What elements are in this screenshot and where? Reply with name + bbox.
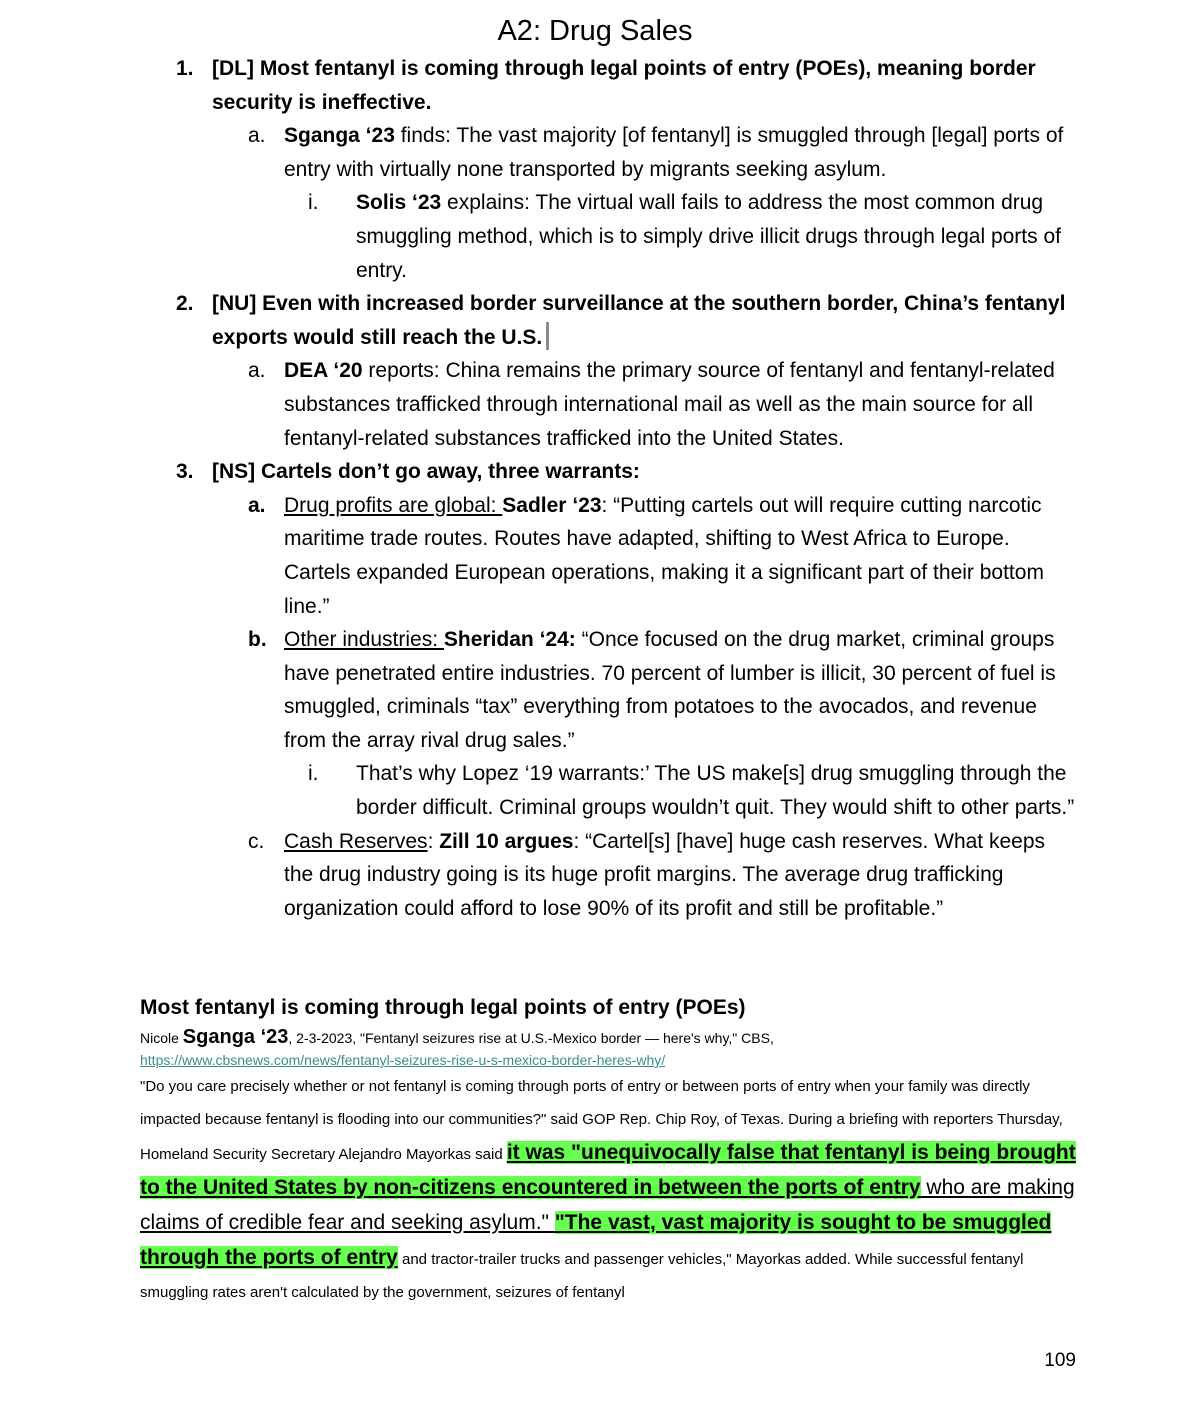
point-3-b	[0, 623, 1190, 757]
highlighted-text-1: it was "unequivocally false that fentanyl is being brought to the United States by non-citizens encountered in between the ports of entry	[140, 1141, 1076, 1199]
point-3-a	[0, 489, 1190, 623]
point-1-a-i-author: Solis ‘23	[356, 191, 442, 215]
point-1-tag: [DL] Most fentanyl is coming through legal points of entry (POEs), meaning border security is ineffective.	[212, 57, 1036, 114]
cite-details: , 2-3-2023, "Fentanyl seizures rise at U.S.-Mexico border — here's why," CBS,	[288, 1030, 774, 1046]
point-2-number: 2.	[176, 292, 194, 316]
point-3-b-text: “Once focused on the drug market, criminal groups have penetrated entire industries. 70 percent of lumber is illicit, 30 percent of fuel is smuggled, criminals “tax” everything from potatoes to the avocados, and revenue from the array rival drug sales.”	[284, 628, 1056, 752]
argument-outline	[0, 52, 1190, 925]
point-1-a-author: Sganga ‘23	[284, 124, 395, 148]
point-1-a-i-number: i.	[308, 191, 319, 215]
point-3-b-label: Other industries:	[284, 628, 444, 652]
point-3	[0, 455, 1190, 489]
point-3-c-sep: :	[427, 829, 440, 853]
point-3-b-i	[0, 757, 1190, 824]
point-1	[0, 52, 1190, 119]
point-3-c-text: : “Cartel[s] [have] huge cash reserves. What keeps the drug industry going is its huge profit margins. The average drug trafficking organization could afford to lose 90% of its profit and still be profitable.”	[284, 829, 1046, 920]
card-body	[140, 1070, 1080, 1309]
page-number: 109	[1044, 1350, 1076, 1371]
point-3-a-label: Drug profits are global:	[284, 493, 503, 517]
text-cursor	[546, 322, 549, 350]
point-3-b-i-number: i.	[308, 762, 319, 786]
cite-author: Sganga ‘23	[182, 1026, 289, 1048]
point-2-a-number: a.	[248, 359, 266, 383]
card-body-text-2: and tractor-trailer trucks and passenger vehicles," Mayorkas added. While successful fentanyl smuggling rates aren't calculated by the government, seizures of fentanyl	[140, 1251, 1024, 1301]
point-3-a-text: : “Putting cartels out will require cutting narcotic maritime trade routes. Routes have adapted, shifting to West Africa to Europe. Cartels expanded European operations, making it a significant part of their bottom line.”	[284, 493, 1044, 618]
point-3-tag: [NS] Cartels don’t go away, three warrants:	[212, 460, 640, 484]
point-3-c-author: Zill 10 argues	[439, 829, 574, 853]
point-3-a-author: Sadler ‘23	[502, 493, 602, 517]
point-3-b-author: Sheridan ‘24:	[443, 628, 576, 652]
point-2-a-text: reports: China remains the primary source of fentanyl and fentanyl-related substances trafficked through international mail as well as the main source for all fentanyl-related substances trafficked into the United States.	[284, 359, 1055, 450]
point-3-c-number: c.	[248, 829, 265, 853]
card-tag: Most fentanyl is coming through legal points of entry (POEs)	[140, 996, 746, 1019]
evidence-card	[140, 992, 1080, 1309]
point-3-c	[0, 825, 1190, 926]
point-2-a	[0, 354, 1190, 455]
point-2	[0, 287, 1190, 354]
highlighted-text-2: "The vast, vast majority is sought to be smuggled through the ports of entry	[140, 1211, 1052, 1269]
underlined-text-1: who are making claims of credible fear and seeking asylum."	[140, 1176, 1075, 1234]
point-1-a-number: a.	[248, 124, 266, 148]
card-body-text-1: "Do you care precisely whether or not fentanyl is coming through ports of entry or between ports of entry when your family was directly impacted because fentanyl is flooding into our communities?" said GOP Rep. Chip Roy, of Texas. During a briefing with reporters Thursday, Homeland Security Secretary Alejandro Mayorkas said	[140, 1078, 1063, 1163]
point-3-b-number: b.	[248, 628, 267, 652]
point-1-a-i-text: explains: The virtual wall fails to address the most common drug smuggling method, which is to simply drive illicit drugs through legal ports of entry.	[356, 191, 1061, 282]
source-link[interactable]: https://www.cbsnews.com/news/fentanyl-seizures-rise-u-s-mexico-border-heres-why/	[140, 1052, 666, 1068]
point-2-tag: [NU] Even with increased border surveillance at the southern border, China’s fentanyl exports would still reach the U.S.	[212, 292, 1066, 349]
page-title: A2: Drug Sales	[497, 15, 693, 47]
point-3-a-number: a.	[248, 493, 266, 517]
point-1-a-text: finds: The vast majority [of fentanyl] is smuggled through [legal] ports of entry with virtually none transported by migrants seeking asylum.	[284, 124, 1064, 181]
point-1-a	[0, 119, 1190, 186]
point-1-number: 1.	[176, 57, 194, 80]
point-3-b-i-text: That’s why Lopez ‘19 warrants:’ The US make[s] drug smuggling through the border difficult. Criminal groups wouldn’t quit. They would shift to other parts.”	[356, 762, 1075, 820]
point-1-a-i	[0, 186, 1190, 287]
point-2-a-author: DEA ‘20	[284, 359, 363, 383]
point-3-c-label: Cash Reserves	[284, 829, 428, 853]
card-citation	[140, 1026, 1080, 1049]
cite-first-name: Nicole	[140, 1030, 183, 1046]
point-3-number: 3.	[176, 460, 194, 484]
